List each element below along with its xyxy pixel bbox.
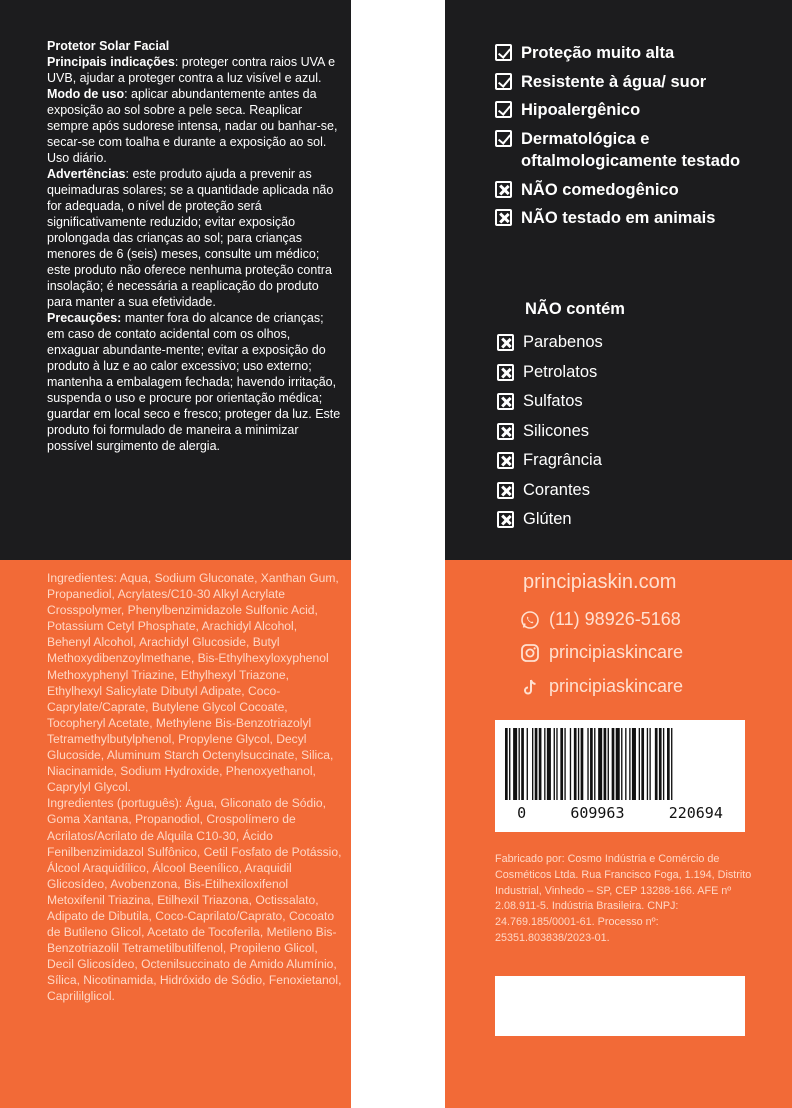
not-contains-list	[497, 328, 603, 535]
barcode-bar	[649, 728, 650, 800]
whatsapp-icon	[520, 610, 540, 630]
tiktok-contact[interactable]: principiaskincare	[520, 676, 683, 697]
not-contains-item: Petrolatos	[497, 358, 603, 388]
cross-icon	[495, 209, 512, 226]
barcode-bar	[671, 728, 672, 800]
not-contains-item: Silicones	[497, 417, 603, 447]
check-icon	[495, 130, 512, 147]
claim-item: Proteção muito alta	[495, 42, 785, 65]
barcode-bar	[578, 728, 579, 800]
info-warnings: Advertências: este produto ajuda a prevenir as queimaduras solares; se a quantidade aplicada não for adequada, o nível de proteção será significativamente reduzido; evitar exposição prolongada das crianças ao sol; para crianças menores de 6 (seis) meses, consulte um médico; este produto não oferece nenhuma proteção contra insolação; é necessária a reaplicação do produto para manter a sua efetividade.	[47, 167, 334, 309]
barcode-bar	[554, 728, 555, 800]
claim-item: Hipoalergênico	[495, 99, 785, 122]
tiktok-icon	[520, 677, 540, 697]
barcode-bar	[667, 728, 670, 800]
cross-icon	[497, 482, 514, 499]
instagram-icon	[520, 643, 540, 663]
claim-item: NÃO testado em animais	[495, 207, 785, 230]
not-contains-item: Corantes	[497, 476, 603, 506]
instagram-contact[interactable]: principiaskincare	[520, 642, 683, 663]
barcode-bar	[590, 728, 593, 800]
claims-list	[495, 42, 785, 236]
barcode-bar	[625, 728, 626, 800]
barcode-bars	[495, 720, 745, 805]
cross-icon	[495, 181, 512, 198]
barcode-bar	[594, 728, 595, 800]
barcode-bar	[527, 728, 528, 800]
website-link[interactable]: principiaskin.com	[523, 571, 677, 593]
barcode-bar	[509, 728, 510, 800]
claim-item: Resistente à água/ suor	[495, 71, 785, 94]
barcode-bar	[659, 728, 662, 800]
lot-box	[495, 976, 745, 1036]
barcode-bar	[655, 728, 658, 800]
right-panel	[445, 0, 792, 1108]
left-panel	[0, 0, 351, 1108]
barcode-bar	[519, 728, 520, 800]
barcode-bar	[560, 728, 563, 800]
barcode-bar	[598, 728, 602, 800]
barcode-bar	[574, 728, 577, 800]
barcode-bar	[581, 728, 584, 800]
not-contains-item: Parabenos	[497, 328, 603, 358]
barcode-bar	[513, 728, 517, 800]
info-usage: Modo de uso: aplicar abundantemente antes da exposição ao sol sobre a pele seca. Reaplicar sempre após sudorese intensa, nadar ou banhar-se, secar-se com toalha e durante a exposição ao sol. Uso diário.	[47, 87, 338, 165]
barcode-bar	[521, 728, 524, 800]
ingredients-english: Ingredientes: Aqua, Sodium Gluconate, Xanthan Gum, Propanediol, Acrylates/C10-30 Alkyl Acrylate Crosspolymer, Phenylbenzimidazole Sulfonic Acid, Potassium Cetyl Phosphate, Arachidyl Alcohol, Behenyl Alcohol, Arachidyl Glucoside, Butyl Methoxydibenzoylmethane, Bis-Ethylhexyloxyphenol Methoxyphenyl Triazine, Ethylhexyl Triazone, Ethylhexyl Salicylate Dibutyl Adipate, Coco-Caprylate/Caprate, Butylene Glycol Cocoate, Tocopheryl Acetate, Methylene Bis-Benzotriazolyl Tetramethylbutylphenol, Propylene Glycol, Decyl Glucoside, Aluminum Starch Octenylsuccinate, Silica, Niacinamide, Sodium Hydroxide, Phenoxyethanol, Caprylyl Glycol.	[47, 571, 339, 795]
cross-icon	[497, 393, 514, 410]
check-icon	[495, 44, 512, 61]
info-indications: Principais indicações: proteger contra raios UVA e UVB, ajudar a proteger contra a luz visível e azul.	[47, 55, 336, 85]
barcode-bar	[544, 728, 545, 800]
barcode-bar	[505, 728, 508, 800]
claim-item: Dermatológica e oftalmologicamente testado	[495, 128, 785, 173]
barcode-bar	[587, 728, 588, 800]
barcode-bar	[639, 728, 640, 800]
product-info	[47, 38, 343, 454]
info-title: Protetor Solar Facial	[47, 39, 170, 53]
ingredients-portuguese: Ingredientes (português): Água, Gliconato de Sódio, Goma Xantana, Propanodiol, Crospolímero de Acrilatos/Acrilato de Alquila C10-30, Ácido Fenilbenzimidazol Sulfônico, Cetil Fosfato de Potássio, Álcool Araquidílico, Álcool Beenílico, Araquidil Glicosídeo, Avobenzona, Bis-Etilhexiloxifenol Metoxifenil Triazina, Etilhexil Triazona, Octissalato, Adipato de Dibutila, Coco-Caprilato/Caprato, Cocoato de Butileno Glicol, Acetato de Tocoferila, Metileno Bis-Benzotriazolil Tetrametilbutilfenol, Propileno Glicol, Decil Glicosídeo, Octenilsuccinato de Amido Alumínio, Sílica, Nicotinamida, Hidróxido de Sódio, Fenoxietanol, Caprililglicol.	[47, 796, 342, 1004]
not-contains-item: Glúten	[497, 505, 603, 535]
barcode-bar	[632, 728, 636, 800]
not-contains-title: NÃO contém	[525, 300, 625, 318]
cross-icon	[497, 364, 514, 381]
barcode-bar	[539, 728, 542, 800]
barcode-bar	[532, 728, 533, 800]
barcode	[495, 720, 745, 832]
cross-icon	[497, 334, 514, 351]
barcode-bar	[564, 728, 565, 800]
info-precautions: Precauções: manter fora do alcance de crianças; em caso de contato acidental com os olhos, enxaguar abundante-mente; evitar a exposição do produto à luz e ao calor excessivo; uso externo; mantenha a embalagem fechada; havendo irritação, suspenda o uso e procure por orientação médica; guardar em local seco e fresco; proteger da luz. Este produto foi formulado de maneira a minimizar possível surgimento de alergia.	[47, 311, 341, 453]
barcode-bar	[647, 728, 648, 800]
not-contains-item: Sulfatos	[497, 387, 603, 417]
not-contains-item: Fragrância	[497, 446, 603, 476]
barcode-bar	[604, 728, 607, 800]
cross-icon	[497, 452, 514, 469]
barcode-number: 0 609963 220694	[517, 804, 723, 822]
check-icon	[495, 101, 512, 118]
check-icon	[495, 73, 512, 90]
barcode-bar	[556, 728, 557, 800]
barcode-bar	[641, 728, 644, 800]
barcode-bar	[621, 728, 622, 800]
whatsapp-contact[interactable]: (11) 98926-5168	[520, 609, 681, 630]
manufacturer-info: Fabricado por: Cosmo Indústria e Comércio de Cosméticos Ltda. Rua Francisco Foga, 1.194, Distrito Industrial, Vinhedo – SP, CEP 13288-166. AFE nº 2.08.911-5. Indústria Brasileira. CNPJ: 24.769.185/0001-61. Processo nº: 25351.803838/2023-01.	[495, 853, 752, 944]
barcode-bar	[608, 728, 609, 800]
cross-icon	[497, 511, 514, 528]
barcode-bar	[570, 728, 571, 800]
ingredients-list	[47, 570, 343, 1005]
barcode-bar	[547, 728, 551, 800]
barcode-bar	[535, 728, 538, 800]
claim-item: NÃO comedogênico	[495, 179, 785, 202]
cross-icon	[497, 423, 514, 440]
barcode-bar	[629, 728, 630, 800]
barcode-bar	[612, 728, 615, 800]
barcode-bar	[616, 728, 620, 800]
barcode-bar	[663, 728, 664, 800]
